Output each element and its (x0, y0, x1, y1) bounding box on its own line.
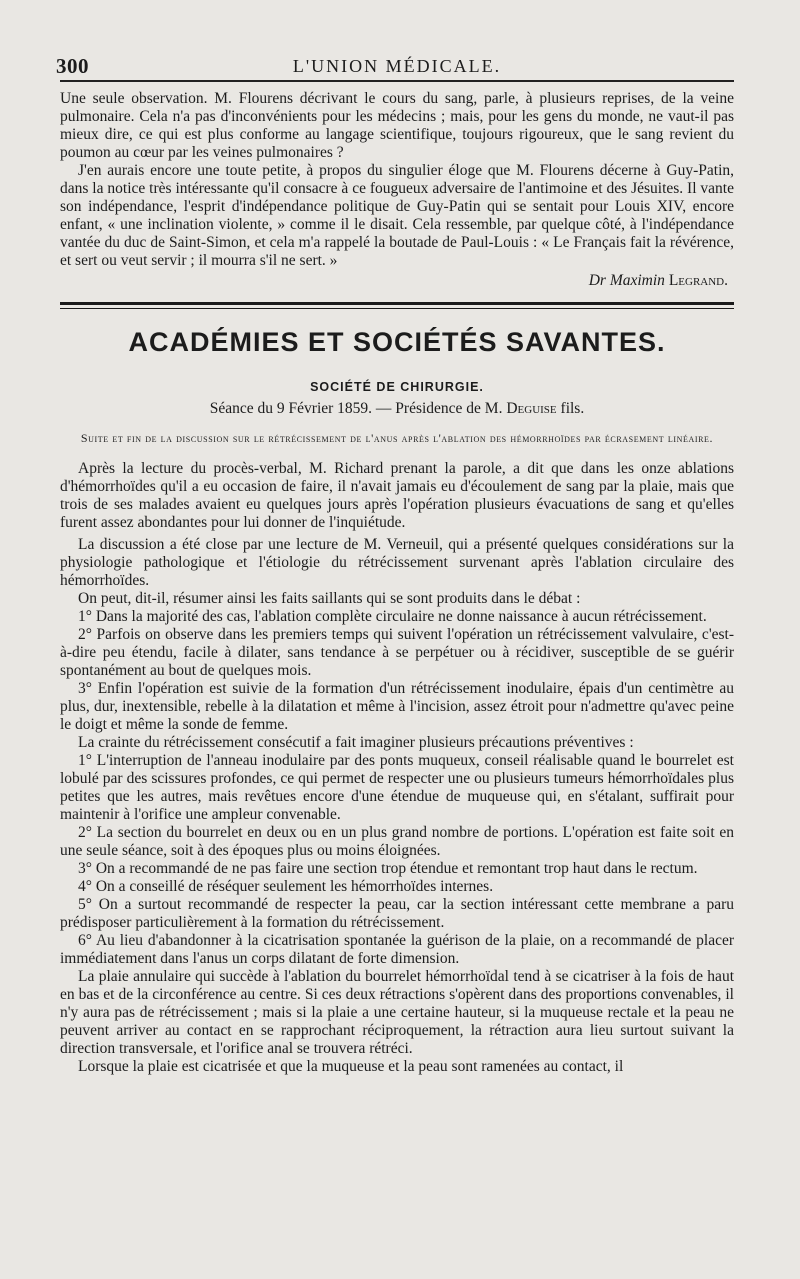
running-head (56, 44, 734, 82)
body-list-item: 2° Parfois on observe dans les premiers temps qui suivent l'opération un rétrécissement valvulaire, c'est-à-dire peu étendu, facile à dilater, sans tendance à se perpétuer ou à récidiver, susceptible de se guérir spontanément au bout de quelques mois. (60, 626, 734, 679)
seance-text: Séance du 9 Février 1859. — Présidence de M. (209, 400, 507, 417)
president-name: Deguise (506, 400, 557, 417)
signature-name: Legrand. (668, 272, 728, 289)
body-list-item: 5° On a surtout recommandé de respecter la peau, car la section intéressant cette membrane a paru prédisposer particulièrement à la formation du rétrécissement. (60, 896, 734, 931)
journal-title: L'UNION MÉDICALE. (292, 56, 502, 76)
body-paragraph: La crainte du rétrécissement consécutif a fait imaginer plusieurs précautions préventives : (78, 734, 634, 751)
page-number: 300 (56, 54, 89, 78)
body-paragraph: La plaie annulaire qui succède à l'ablation du bourrelet hémorrhoïdal tend à se cicatriser à la fois de haut en bas et de la circonférence au centre. Si ces deux rétractions s'opèrent dans des proportions convenables, il n'y aura pas de rétrécissement ; mais si la plaie a une certaine hauteur, si la muqueuse rectale et la peau ne peuvent arriver au contact en se rapprochant réciproquement, la rétraction aura lieu surtout suivant la direction transversale, et l'orifice anal se trouvera rétréci. (60, 968, 734, 1057)
body-list-item: 2° La section du bourrelet en deux ou en un plus grand nombre de portions. L'opération est faite soit en une seule séance, soit à des époques plus ou moins éloignées. (60, 824, 734, 859)
body-list-item: 1° L'interruption de l'anneau inodulaire par des ponts muqueux, conseil réalisable quand le bourrelet est lobulé par des scissures profondes, ce qui permet de respecter une ou plusieurs tumeurs hémorrhoïdales plus petites que les autres, mais revêtues encore d'une étendue de muqueuse qui, en s'étalant, suffirait pour maintenir à l'orifice une ampleur convenable. (60, 752, 734, 823)
discussion-subject: Suite et fin de la discussion sur le rétrécissement de l'anus après l'ablation des hémorrhoïdes par écrasement linéaire. (80, 431, 714, 445)
intro-paragraph-2: J'en aurais encore une toute petite, à propos du singulier éloge que M. Flourens décerne à Guy-Patin, dans la notice très intéressante qu'il consacre à ce fougueux adversaire de l'antimoine et des Jésuites. Il vante son indépendance, l'esprit d'indépendance politique de Guy-Patin qui se sentait pour Louis XIV, encore enfant, « une inclination violente, » comme il le disait. Cela ressemble, par quelque côté, à l'indépendance vantée du duc de Saint-Simon, et cela m'a rappelé la boutade de Paul-Louis : « Le Français fait la révérence, et sert ou veut servir ; il mourra s'il ne sert. » (60, 162, 734, 269)
section-title: ACADÉMIES ET SOCIÉTÉS SAVANTES. (128, 327, 666, 357)
signature-prefix: Dr Maximin (588, 272, 669, 289)
body-list-item: 1° Dans la majorité des cas, l'ablation complète circulaire ne donne naissance à aucun rétrécissement. (78, 608, 707, 625)
author-signature (60, 272, 734, 290)
body-list-item: 3° On a recommandé de ne pas faire une section trop étendue et remontant trop haut dans le rectum. (78, 860, 698, 877)
body-list-item: 6° Au lieu d'abandonner à la cicatrisation spontanée la guérison de la plaie, on a recommandé de placer immédiatement dans l'anus un corps dilatant de forte dimension. (60, 932, 734, 967)
intro-paragraph-1: Une seule observation. M. Flourens décrivant le cours du sang, parle, à plusieurs reprises, de la veine pulmonaire. Cela n'a pas d'inconvénients pour les médecins ; mais, pour les gens du monde, ne vaut-il pas mieux dire, ce qui est plus conforme au langage scientifique, toujours rigoureux, que le sang revient du poumon au cœur par les veines pulmonaires ? (60, 90, 734, 161)
body-list-item: 4° On a conseillé de réséquer seulement les hémorrhoïdes internes. (78, 878, 494, 895)
seance-suffix: fils. (556, 400, 585, 417)
seance-line (60, 400, 734, 418)
body-list-item: 3° Enfin l'opération est suivie de la formation d'un rétrécissement inodulaire, épais d'un centimètre au plus, dur, inextensible, rebelle à la dilatation et même à l'incision, assez étroit pour n'admettre qu'avec peine le doigt et même la sonde de femme. (60, 680, 734, 733)
body-paragraph: Après la lecture du procès-verbal, M. Richard prenant la parole, a dit que dans les onze ablations d'hémorrhoïdes qu'il a eu occasion de faire, il n'avait jamais eu d'écoulement de sang par la plaie, mais que trois de ses malades avaient eu quelques jours après l'opération plusieurs évacuations de sang et qu'elles furent assez abondantes pour lui donner de l'inquiétude. (60, 460, 734, 531)
body-paragraph: La discussion a été close par une lecture de M. Verneuil, qui a présenté quelques considérations sur la physiologie pathologique et l'étiologie du rétrécissement survenant après l'ablation circulaire des hémorrhoïdes. (60, 536, 734, 589)
society-heading: SOCIÉTÉ DE CHIRURGIE. (310, 380, 484, 394)
body-paragraph: Lorsque la plaie est cicatrisée et que la muqueuse et la peau sont ramenées au contact, il (78, 1058, 624, 1075)
section-divider (60, 302, 734, 309)
body-paragraph: On peut, dit-il, résumer ainsi les faits saillants qui se sont produits dans le débat : (78, 590, 581, 607)
